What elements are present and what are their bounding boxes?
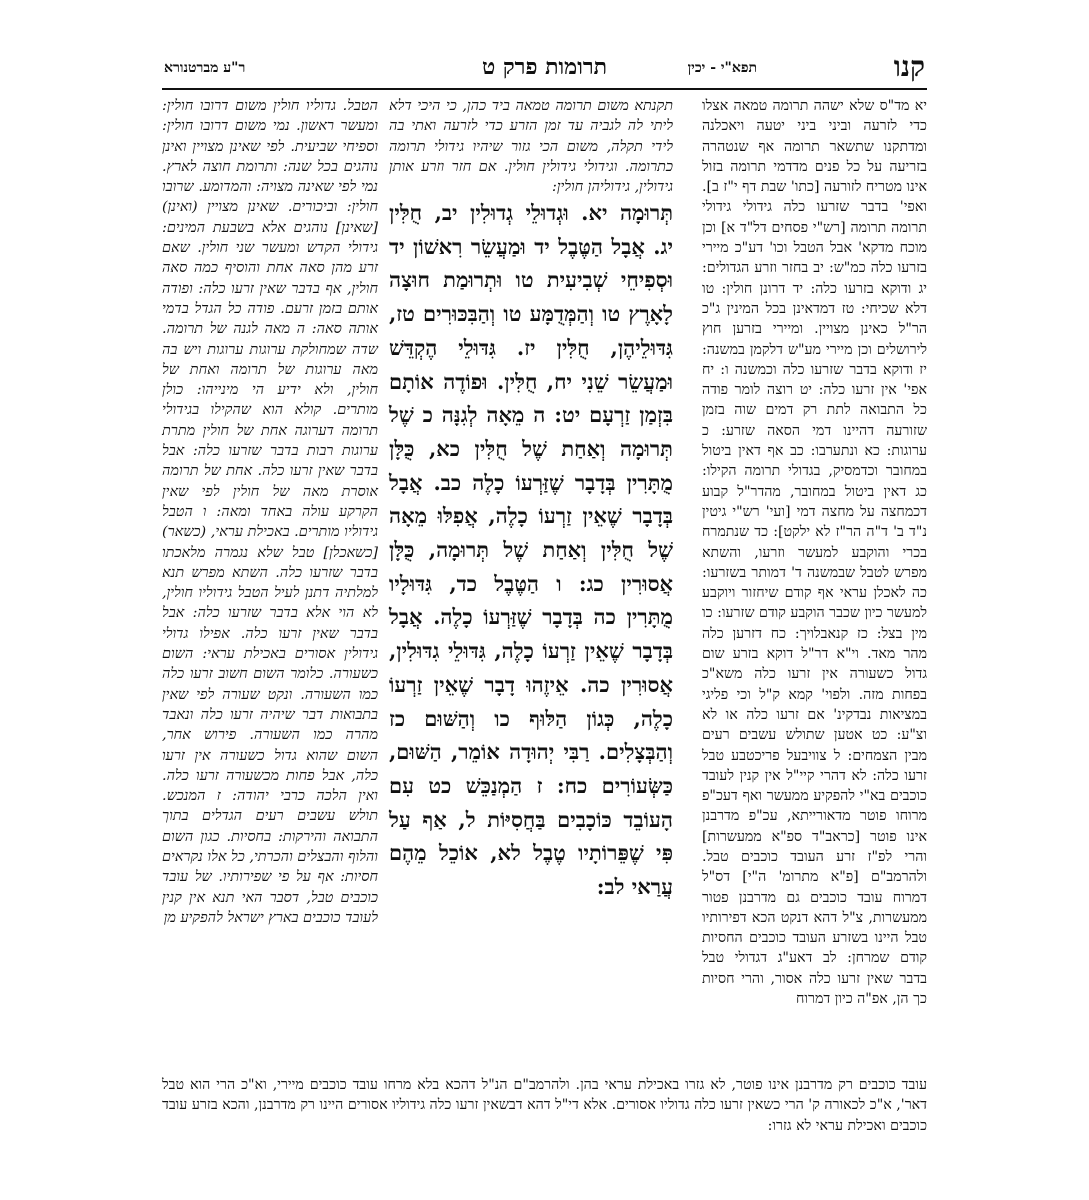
bartenura-text: הטבל. גדוליו חולין משום דרובו חולין: ומעשר ראשון. נמי משום דרובו חולין: וספיחי שביעית. לפי שאינן מצויין ואינן נוהגים בכל שנה: ותרומת חוצה לארץ. נמי לפי שאינה מצויה: והמדומע. שרובו חולין: וביכורים. שאינן מצויין (ואינן) [שאינן] נוהגים אלא בשבעת המינים: גידולי הקדש ומעשר שני חולין. שאם זרע מהן סאה אחת והוסיף כמה סאה חולין, אף בדבר שאין זרעו כלה: ופודה אותם בזמן זרעם. פודה כל הגדל בדמי אותה סאה: ה מאה לגנה של תרומה. שדה שמחולקת ערוגות ערוגות ויש בה מאה ערוגות של תרומה ואחת של חולין, ולא ידיע הי מינייהו: כולן מותרים. קולא הוא שהקילו בגידולי תרומה דערוגה אחת של חולין מתרת ערוגות רבות בדבר שזרעו כלה: אבל בדבר שאין זרעו כלה. אחת של תרומה אוסרת מאה של חולין לפי שאין הקרקע עולה באחד ומאה: ו הטבל גידוליו מותרים. באכילת עראי, (כשאר) [כשאכלן] טבל שלא נגמרה מלאכתו בדבר שזרעו כלה. השתא מפרש תנא למלתיה דתנן לעיל הטבל גידוליו חולין, לא הוי אלא בדבר שזרעו כלה: אבל בדבר שאין זרעו כלה. אפילו גדולי גידולין אסורים באכילת עראי: השום כשעורה. כלומר השום חשוב זרעו כלה כמו השעורה. ונקט שעורה לפי שאין בתבואות דבר שיהיה זרעו כלה ונאבד מהרה כמו השעורה. פירוש אחר, השום שהוא גדול כשעורה אין זרעו כלה, אבל פחות מכשעורה זרעו כלה. ואין הלכה כרבי יהודה: ז המנכש. תולש עשבים רעים הגדלים בתוך התבואה והירקות: בחסיות. כגון השום והלוף והבצלים והכרתי, כל אלו נקראים חסיות: אף על פי שפירותיו. של עובד כוכבים טבל, דסבר האי תנא אין קנין לעובד כוכבים בארץ ישראל להפקיע מן	[162, 98, 378, 926]
bottom-note	[162, 1075, 927, 1136]
mishnah-column	[389, 196, 673, 904]
bartenura-top-block	[389, 96, 673, 197]
page-header	[162, 48, 927, 90]
mishnah-text: תְּרוּמָה יא. וּגְדוּלֵי גְדוּלִין יב, חֻלִּין יג. אֲבָל הַטֶּבֶל יד וּמַעֲשֵׂר רִאשׁוֹן יד וּסְפִיחֵי שְׁבִיעִית טו וּתְרוּמַת חוּצָה לָאָרֶץ טו וְהַמְּדֻמָּע טו וְהַבִּכּוּרִים טז, גִּדּוּלֵיהֶן, חֻלִּין יז. גִּדּוּלֵי הֶקְדֵּשׁ וּמַעֲשֵׂר שֵׁנִי יח, חֻלִּין. וּפוֹדֶה אוֹתָם בִּזְמַן זַרְעָם יט: ה מֵאָה לְגִנָּה כ שֶׁל תְּרוּמָה וְאַחַת שֶׁל חֻלִּין כא, כֻּלָּן מֻתָּרִין בְּדָבָר שֶׁזַּרְעוֹ כָלֶה כב. אֲבָל בְּדָבָר שֶׁאֵין זַרְעוֹ כָלֶה, אֲפִלּוּ מֵאָה שֶׁל חֻלִּין וְאַחַת שֶׁל תְּרוּמָה, כֻּלָּן אֲסוּרִין כג: ו הַטֶּבֶל כד, גִּדּוּלָיו מֻתָּרִין כה בְּדָבָר שֶׁזַּרְעוֹ כָלֶה. אֲבָל בְּדָבָר שֶׁאֵין זַרְעוֹ כָלֶה, גִּדּוּלֵי גִדּוּלִין, אֲסוּרִין כה. אֵיזֶהוּ דָבָר שֶׁאֵין זַרְעוֹ כָלֶה, כְּגוֹן הַלּוּף כו וְהַשּׁוּם כז וְהַבְּצָלִים. רַבִּי יְהוּדָה אוֹמֵר, הַשּׁוּם, כַּשְּׂעוֹרִים כח: ז הַמְנַכֵּשׁ כט עִם הָעוֹבֵד כּוֹכָבִים בַּחֲסִיּוֹת ל, אַף עַל פִּי שֶׁפֵּרוֹתָיו טֶבֶל לא, אוֹכֵל מֵהֶם עֲרַאי לב:	[389, 200, 673, 900]
commentary-name-right: תפא"י - יכין	[687, 60, 757, 76]
bottom-note-text: עובד כוכבים רק מדרבנן אינו פוטר, לא גזרו באכילת עראי בהן. ולהרמב"ם הנ"ל דהכא בלא מרחו עובד כוכבים מיירי, וא"כ הרי הוא טבל דאר', א"כ לכאורה ק' הרי כשאין זרעו כלה גדוליו אסורים. אלא די"ל דהא דבשאין זרעו כלה גידוליו אסורים היינו רק מדרבנן, והכא בזרע עובד כוכבים ואכילת עראי לא גזרו:	[162, 1077, 927, 1134]
page-number: קנו	[893, 50, 925, 83]
bartenura-top-text: תקנתא משום תרומה טמאה ביד כהן, כי היכי דלא ליתי לה לגביה עד זמן הזרע כדי לזרעה ואתי בה לידי תקלה, משום הכי גזור שיהיו גידולי תרומה כתרומה. וגידולי גידולין חולין. אם חזר וזרע אותן גידולין, גידוליהן חולין:	[389, 98, 673, 196]
chapter-title: תרומות פרק ט	[481, 54, 608, 80]
bartenura-column	[162, 96, 378, 928]
tiferet-yisrael-column	[702, 96, 927, 1009]
commentary-name-left: ר"ע מברטנורא	[164, 60, 246, 76]
tiferet-yisrael-text: יא מד"ס שלא ישהה תרומה טמאה אצלו כדי לזרעה וביני ביני יטעה ויאכלנה ומדתקנו שתשאר תרומה אף שנטהרה בזריעה על כל פנים מדדמי תרומה בזול אינו מטריח לזורעה [כתו' שבת דף י"ז ב]. ואפי' בדבר שזרעו כלה גידולי גידולי תרומה תרומה [רש"י פסחים דל"ד א] וכן מוכח מדקא' אבל הטבל וכו' דע"כ מיירי בזרעו כלה כמ"ש: יב בחזר וזרע הגדולים: יג ודוקא בזרעו כלה: יד דרונן חולין: טו דלא שכיחי: טז דמדאינן בכל המינין ג"כ הר"ל כאינן מצויין. ומיירי בזרען חוץ לירושלים וכן מיירי מע"ש דלקמן במשנה: יז ודוקא בדבר שזרעו כלה וכמשנה ו: יח אפי' אין זרעו כלה: יט רוצה לומר פודה כל התבואה לתת רק דמים שוה בזמן שזורעה דהיינו דמי הסאה שזרע: כ ערוגות: כא ונתערבו: כב אף דאין ביטול במחובר וכדמסיק, בגדולי תרומה הקילו: כג דאין ביטול במחובר, מהדר"ל קבוע דכמחצה על מחצה דמי [ועי' רש"י גיטין נ"ד ב' ד"ה הר"ז לא ילקט]: כד שנתמרח בכרי והוקבע למעשר וזרעו, והשתא מפרש לטבל שבמשנה ד' דמותר בשזרעו: כה לאכלן עראי אף קודם שיחזור ויוקבע למעשר כיון שכבר הוקבע קודם שזרעו: כו מין בצל: כז קנאבלויך: כח דזרען כלה מהר מאד. וי"א דר"ל דוקא בזרע שום גדול כשעורה אין זרעו כלה משא"כ בפחות מזה. ולפוי' קמא ק"ל וכי פליגי במציאות נבדקינ' אם זרעו כלה או לא וצ"ע: כט אטען שתולש עשבים רעים מבין הצמחים: ל צוויבעל פריכטבע טבל זרעו כלה: לא דהרי קיי"ל אין קנין לעובד כוכבים בא"י להפקיע ממעשר ואף דעכ"פ מרוחו פוטר מדאורייתא, עכ"פ מדרבנן אינו פוטר [כראב"ד ספ"א ממעשרות] והרי לפ"ז זרע העובד כוכבים טבל. ולהרמב"ם [פ"א מתרומ' ה"י] דס"ל דמרוח עובד כוכבים גם מדרבנן פטור ממעשרות, צ"ל דהא דנקט הכא דפירותיו טבל היינו בשזרע העובד כוכבים החסיות קודם שמרחן: לב דאע"ג דגדולי טבל בדבר שאין זרעו כלה אסור, והרי חסיות כך הן, אפ"ה כיון דמרוח	[702, 98, 927, 1008]
